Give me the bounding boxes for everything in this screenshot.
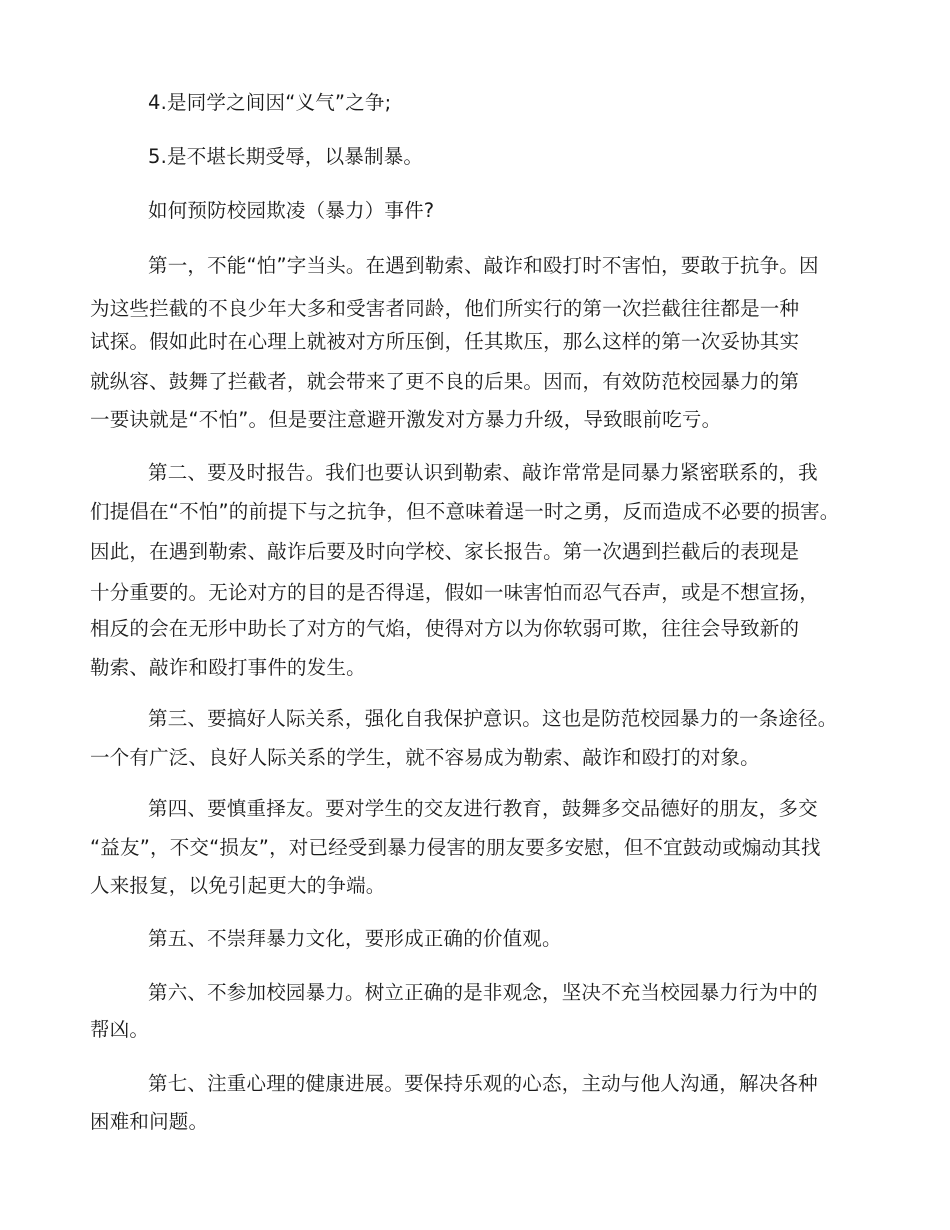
paragraph-1-line-4: 就纵容、鼓舞了拦截者，就会带来了更不良的后果。因而，有效防范校园暴力的第 xyxy=(90,370,800,393)
paragraph-2-line-4: 十分重要的。无论对方的目的是否得逞，假如一味害怕而忍气吞声，或是不想宣扬， xyxy=(90,581,819,604)
list-item-5: 5.是不堪长期受辱，以暴制暴。 xyxy=(148,145,424,168)
section-heading: 如何预防校园欺凌（暴力）事件? xyxy=(148,199,435,222)
paragraph-4-line-1: 第四、要慎重择友。要对学生的交友进行教育，鼓舞多交品德好的朋友，多交 xyxy=(148,797,818,820)
paragraph-2-line-6: 勒索、敲诈和殴打事件的发生。 xyxy=(90,656,366,679)
paragraph-5: 第五、不崇拜暴力文化，要形成正确的价值观。 xyxy=(148,927,562,950)
paragraph-6-line-1: 第六、不参加校园暴力。树立正确的是非观念，坚决不充当校园暴力行为中的 xyxy=(148,981,818,1004)
paragraph-7-line-2: 困难和问题。 xyxy=(90,1110,209,1133)
paragraph-2-line-3: 因此，在遇到勒索、敲诈后要及时向学校、家长报告。第一次遇到拦截后的表现是 xyxy=(90,540,800,563)
paragraph-7-line-1: 第七、注重心理的健康进展。要保持乐观的心态，主动与他人沟通，解决各种 xyxy=(148,1072,818,1095)
paragraph-4-line-2: “益友”，不交“损友”，对已经受到暴力侵害的朋友要多安慰，但不宜鼓动或煽动其找 xyxy=(90,836,821,859)
paragraph-3-line-2: 一个有广泛、良好人际关系的学生，就不容易成为勒索、敲诈和殴打的对象。 xyxy=(90,746,760,769)
paragraph-1-line-3: 试探。假如此时在心理上就被对方所压倒，任其欺压，那么这样的第一次妥协其实 xyxy=(90,330,800,353)
paragraph-4-line-3: 人来报复，以免引起更大的争端。 xyxy=(90,874,386,897)
paragraph-2-line-5: 相反的会在无形中助长了对方的气焰，使得对方以为你软弱可欺，往往会导致新的 xyxy=(90,617,800,640)
paragraph-1-line-5: 一要诀就是“不怕”。但是要注意避开激发对方暴力升级，导致眼前吃亏。 xyxy=(90,408,722,431)
paragraph-1-line-1: 第一，不能“怕”字当头。在遇到勒索、敲诈和殴打时不害怕，要敢于抗争。因 xyxy=(148,254,819,277)
paragraph-2-line-1: 第二、要及时报告。我们也要认识到勒索、敲诈常常是同暴力紧密联系的，我 xyxy=(148,461,818,484)
list-item-4: 4.是同学之间因“义气”之争; xyxy=(148,91,392,114)
paragraph-2-line-2: 们提倡在“不怕”的前提下与之抗争，但不意味着逞一时之勇，反而造成不必要的损害。 xyxy=(90,500,840,523)
paragraph-1-line-2: 为这些拦截的不良少年大多和受害者同龄，他们所实行的第一次拦截往往都是一种 xyxy=(90,297,800,320)
paragraph-6-line-2: 帮凶。 xyxy=(90,1018,150,1041)
paragraph-3-line-1: 第三、要搞好人际关系，强化自我保护意识。这也是防范校园暴力的一条途径。 xyxy=(148,707,838,730)
